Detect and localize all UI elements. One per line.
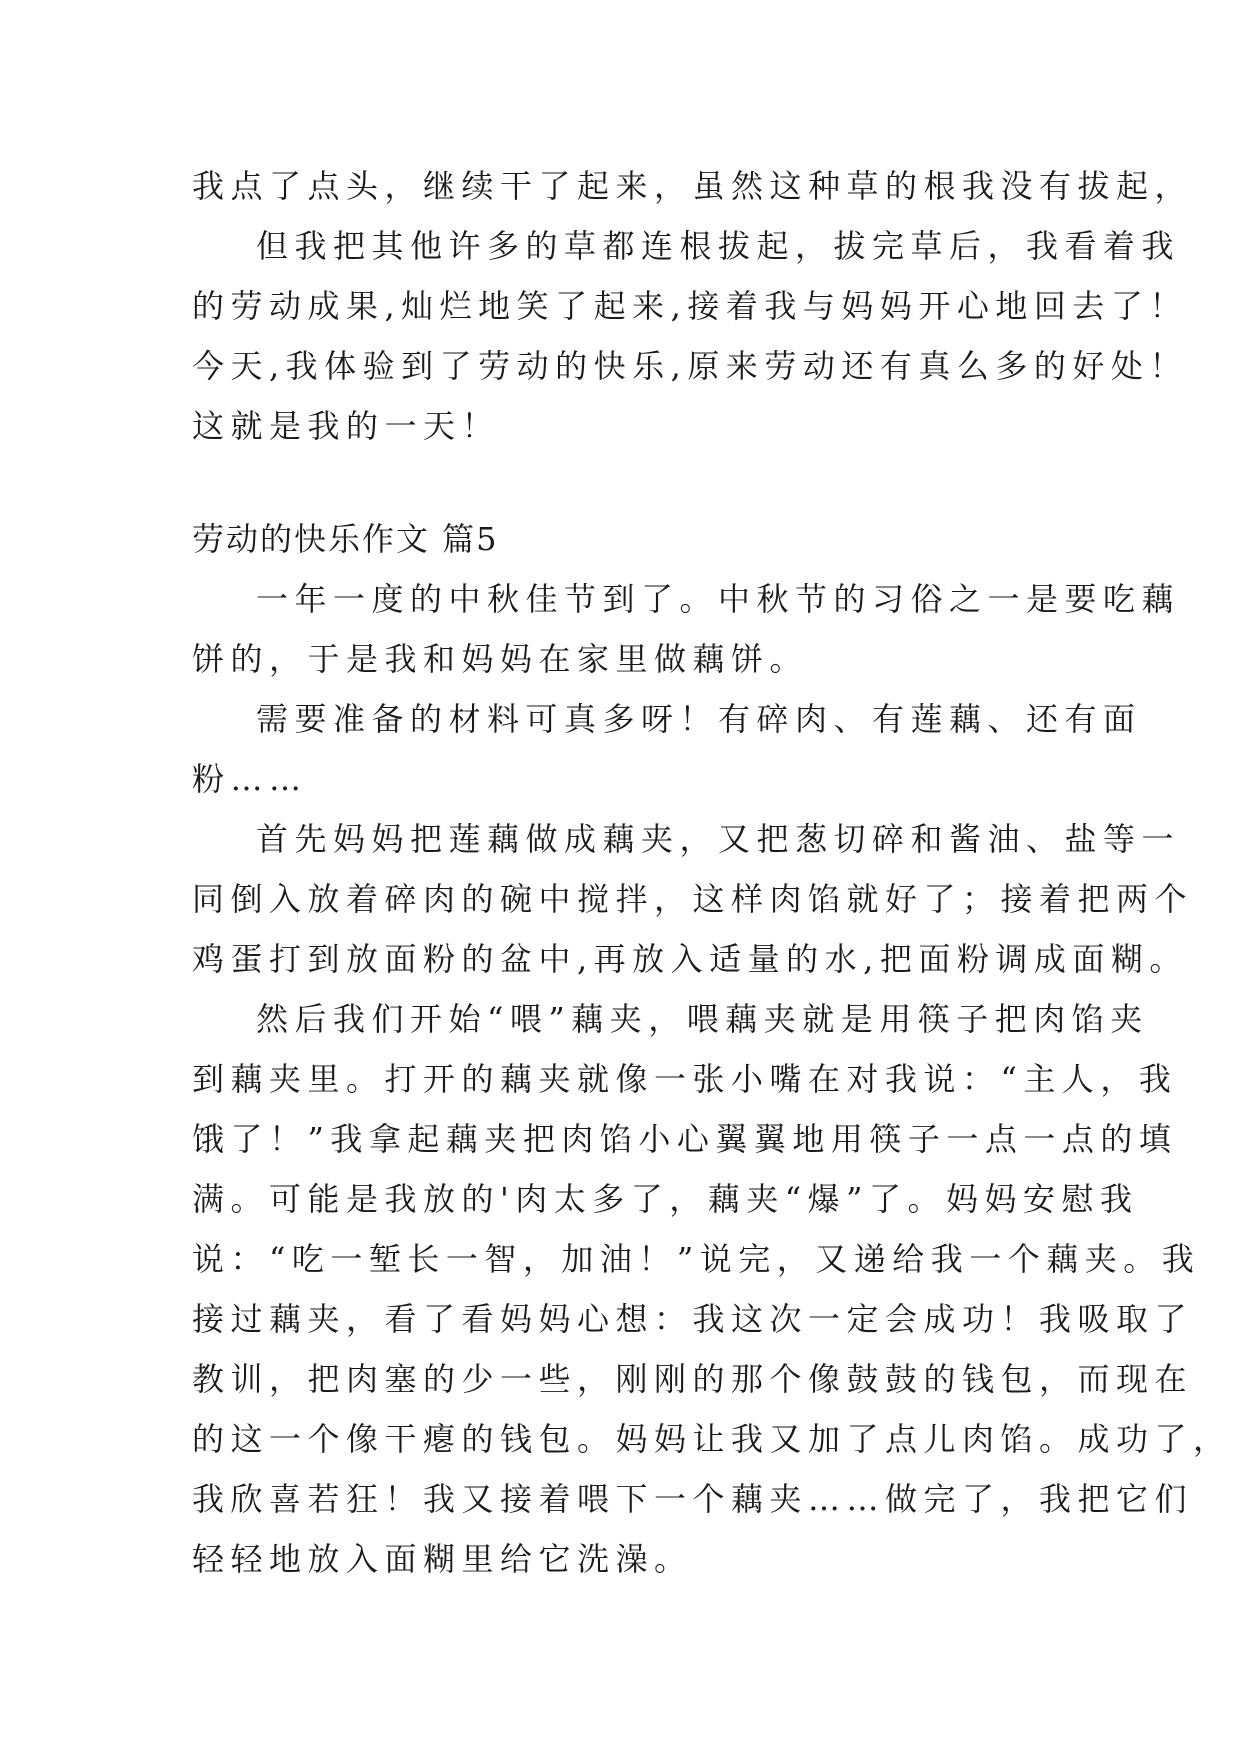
text-line: 粉…… [192, 760, 308, 798]
paragraph-start-line: 然后我们开始“喂”藕夹，喂藕夹就是用筷子把肉馅夹 [256, 1000, 1149, 1038]
text-line: 接过藕夹，看了看妈妈心想：我这次一定会成功！我吸取了 [192, 1300, 1194, 1338]
paragraph-start-line: 一年一度的中秋佳节到了。中秋节的习俗之一是要吃藕 [256, 580, 1181, 618]
text-line: 今天,我体验到了劳动的快乐,原来劳动还有真么多的好处！ [192, 347, 1188, 385]
text-line: 我欣喜若狂！我又接着喂下一个藕夹……做完了，我把它们 [192, 1480, 1194, 1518]
text-line: 饼的，于是我和妈妈在家里做藕饼。 [192, 640, 809, 678]
text-line: 鸡蛋打到放面粉的盆中,再放入适量的水,把面粉调成面糊。 [192, 940, 1188, 978]
text-line: 我点了点头，继续干了起来，虽然这种草的根我没有拔起， [192, 167, 1194, 205]
text-line: 到藕夹里。打开的藕夹就像一张小嘴在对我说：“主人，我 [192, 1060, 1178, 1098]
text-line: 的这一个像干瘪的钱包。妈妈让我又加了点儿肉馅。成功了， [192, 1420, 1232, 1458]
text-line: 同倒入放着碎肉的碗中搅拌，这样肉馅就好了；接着把两个 [192, 880, 1194, 918]
text-line: 说：“吃一堑长一智，加油！”说完，又递给我一个藕夹。我 [192, 1240, 1201, 1278]
text-line: 满。可能是我放的'肉太多了，藕夹“爆”了。妈妈安慰我 [192, 1180, 1139, 1218]
text-line: 教训，把肉塞的少一些，刚刚的那个像鼓鼓的钱包，而现在 [192, 1360, 1194, 1398]
paragraph-start-line: 需要准备的材料可真多呀！有碎肉、有莲藕、还有面 [256, 700, 1142, 738]
text-line: 这就是我的一天！ [192, 407, 501, 445]
text-line: 轻轻地放入面糊里给它洗澡。 [192, 1540, 693, 1578]
paragraph-start-line: 首先妈妈把莲藕做成藕夹，又把葱切碎和酱油、盐等一 [256, 820, 1181, 858]
text-line: 饿了！”我拿起藕夹把肉馅小心翼翼地用筷子一点一点的填 [192, 1120, 1178, 1158]
paragraph-start-line: 但我把其他许多的草都连根拔起，拔完草后，我看着我 [256, 227, 1181, 265]
section-heading: 劳动的快乐作文 篇5 [192, 520, 499, 558]
text-line: 的劳动成果,灿烂地笑了起来,接着我与妈妈开心地回去了！ [192, 287, 1188, 325]
